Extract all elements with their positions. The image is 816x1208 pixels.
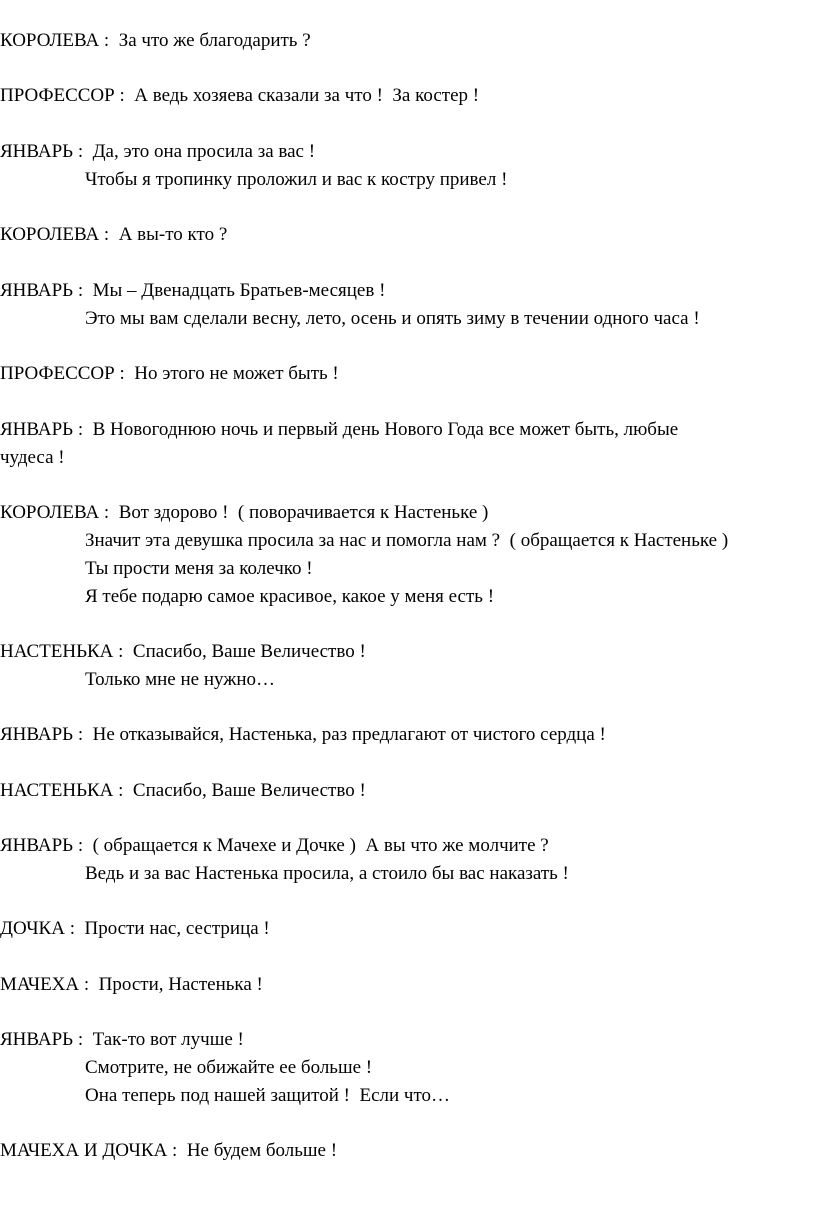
line-yanvar-5: ЯНВАРЬ : ( обращается к Мачехе и Дочке ) А вы что же молчите ? — [0, 835, 549, 856]
line-yanvar-6: ЯНВАРЬ : Так-то вот лучше ! — [0, 1029, 244, 1050]
line-professor-1: ПРОФЕССОР : А ведь хозяева сказали за что ! За костер ! — [0, 85, 480, 106]
line-koroleva-3-cont-1: Значит эта девушка просила за нас и помогла нам ? ( обращается к Настеньке ) — [85, 530, 729, 551]
line-yanvar-1-cont: Чтобы я тропинку проложил и вас к костру привел ! — [85, 169, 508, 190]
line-koroleva-3-cont-2: Ты прости меня за колечко ! — [85, 558, 313, 579]
line-machekha-i-dochka: МАЧЕХА И ДОЧКА : Не будем больше ! — [0, 1140, 338, 1161]
line-nastenka-1-cont: Только мне не нужно… — [85, 669, 276, 690]
line-yanvar-4: ЯНВАРЬ : Не отказывайся, Настенька, раз предлагают от чистого сердца ! — [0, 724, 606, 745]
line-koroleva-3: КОРОЛЕВА : Вот здорово ! ( поворачивается к Настеньке ) — [0, 502, 489, 523]
line-yanvar-2: ЯНВАРЬ : Мы – Двенадцать Братьев-месяцев ! — [0, 280, 386, 301]
line-yanvar-5-cont: Ведь и за вас Настенька просила, а стоило бы вас наказать ! — [85, 863, 569, 884]
line-koroleva-2: КОРОЛЕВА : А вы-то кто ? — [0, 224, 228, 245]
line-koroleva-3-cont-3: Я тебе подарю самое красивое, какое у меня есть ! — [85, 586, 495, 607]
line-yanvar-1: ЯНВАРЬ : Да, это она просила за вас ! — [0, 141, 316, 162]
line-yanvar-2-cont: Это мы вам сделали весну, лето, осень и опять зиму в течении одного часа ! — [85, 308, 700, 329]
line-yanvar-6-cont-2: Она теперь под нашей защитой ! Если что… — [85, 1085, 451, 1106]
line-koroleva-1: КОРОЛЕВА : За что же благодарить ? — [0, 30, 311, 51]
line-yanvar-6-cont-1: Смотрите, не обижайте ее больше ! — [85, 1057, 373, 1078]
line-yanvar-3: ЯНВАРЬ : В Новогоднюю ночь и первый день Нового Года все может быть, любые — [0, 419, 679, 440]
line-nastenka-2: НАСТЕНЬКА : Спасибо, Ваше Величество ! — [0, 780, 366, 801]
line-dochka: ДОЧКА : Прости нас, сестрица ! — [0, 918, 270, 939]
line-yanvar-3-wrap: чудеса ! — [0, 447, 65, 468]
line-nastenka-1: НАСТЕНЬКА : Спасибо, Ваше Величество ! — [0, 641, 366, 662]
line-machekha: МАЧЕХА : Прости, Настенька ! — [0, 974, 263, 995]
line-professor-2: ПРОФЕССОР : Но этого не может быть ! — [0, 363, 339, 384]
